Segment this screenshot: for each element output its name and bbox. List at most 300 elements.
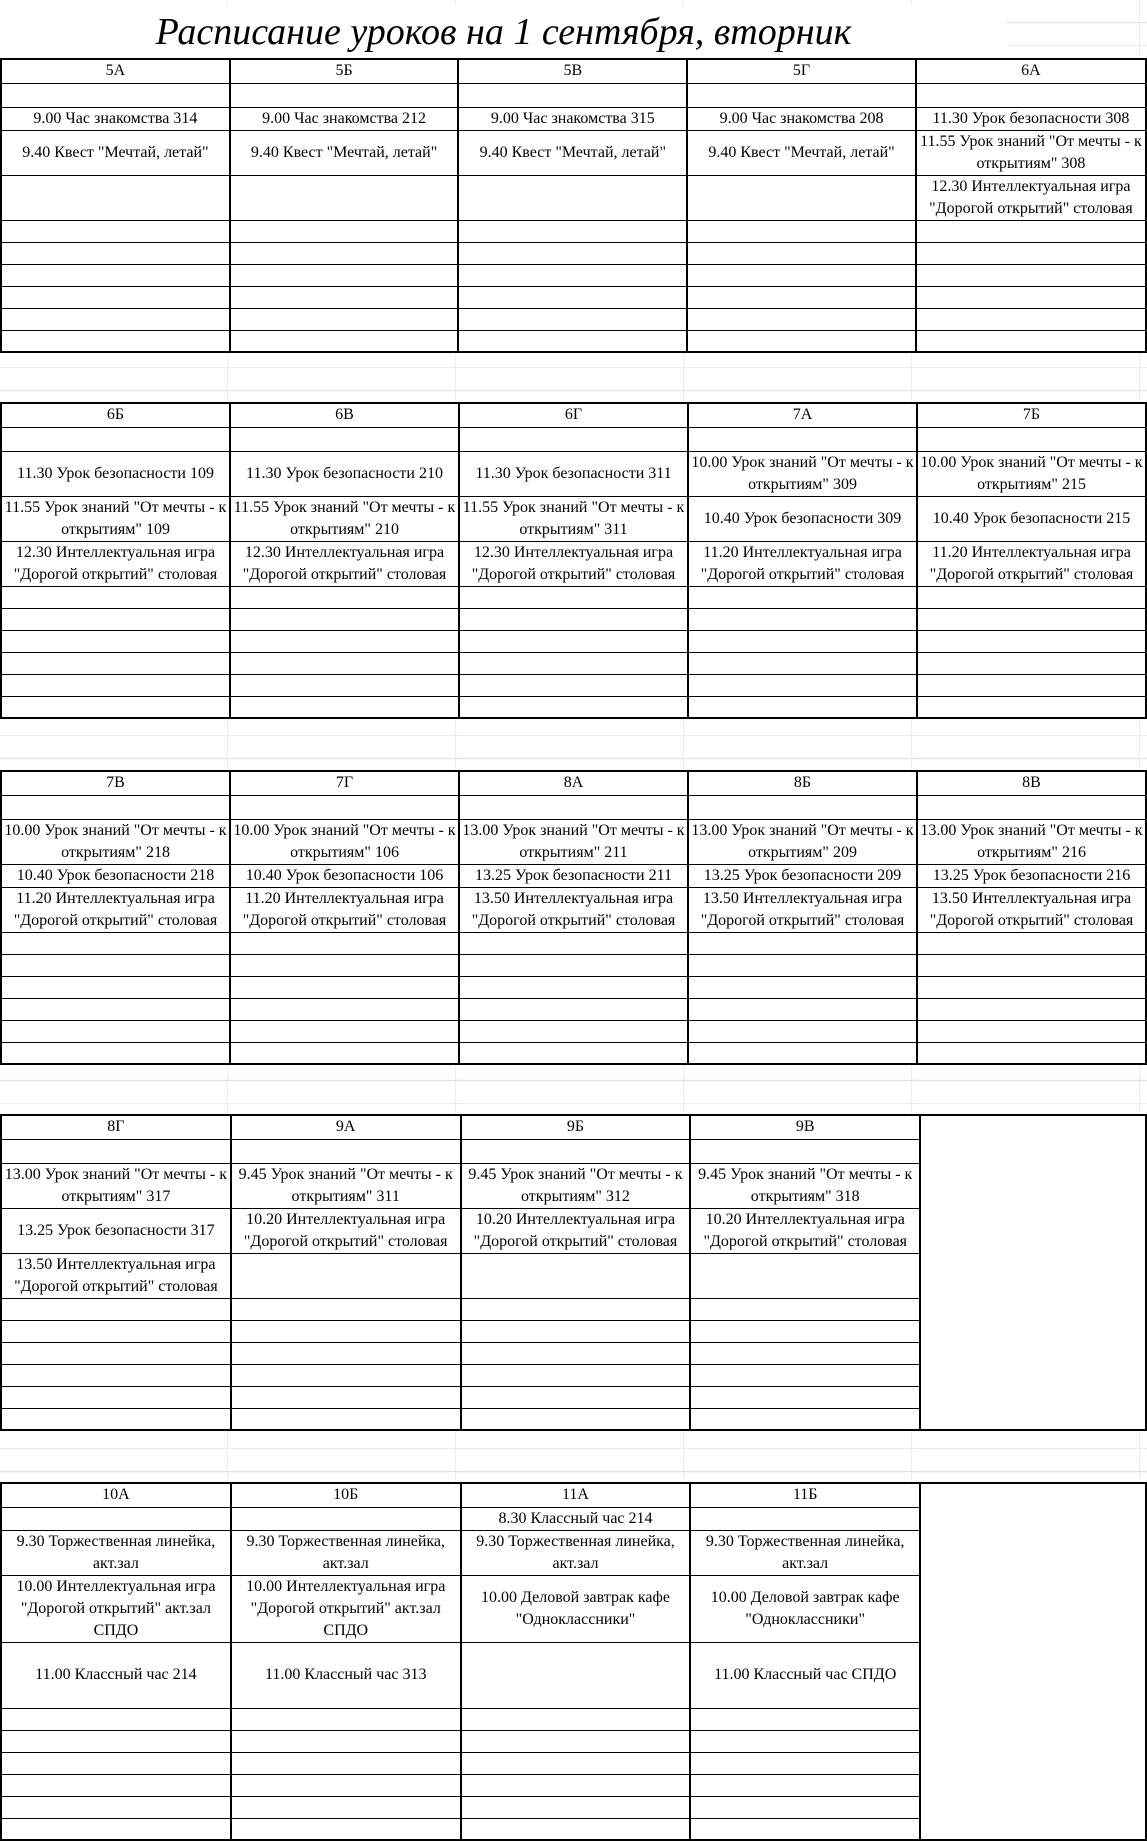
lesson-cell: 12.30 Интеллектуальная игра "Дорогой открытий" столовая (459, 541, 688, 586)
lesson-cell (1, 308, 230, 330)
lesson-cell: 11.55 Урок знаний "От мечты - к открытиям" 109 (1, 496, 230, 541)
empty-grid-cell (920, 1507, 1146, 1530)
schedule-row (1, 932, 1146, 954)
class-header: 7Г (230, 771, 459, 795)
schedule-row (1, 1020, 1146, 1042)
schedule-row (1, 1342, 1146, 1364)
class-header: 10А (1, 1483, 231, 1507)
lesson-cell (1, 220, 230, 242)
empty-grid-cell (920, 1708, 1146, 1730)
class-header: 8Б (688, 771, 917, 795)
lesson-cell (231, 1253, 461, 1298)
empty-grid-cell (920, 1796, 1146, 1818)
lesson-cell (461, 1708, 691, 1730)
class-header-row (1, 771, 1146, 795)
lesson-cell: 9.00 Час знакомства 208 (687, 107, 916, 130)
schedule-row (1, 330, 1146, 352)
schedule-row (1, 1364, 1146, 1386)
lesson-cell: 10.40 Урок безопасности 309 (688, 496, 917, 541)
lesson-cell: 9.00 Час знакомства 314 (1, 107, 230, 130)
schedule-row (1, 1530, 1146, 1575)
lesson-cell (917, 976, 1146, 998)
empty-grid-cell (920, 1575, 1146, 1642)
class-header: 10Б (231, 1483, 461, 1507)
schedule-row (1, 1320, 1146, 1342)
lesson-cell (917, 954, 1146, 976)
spacer-cell (459, 795, 688, 819)
lesson-cell (461, 1298, 691, 1320)
lesson-cell (230, 1020, 459, 1042)
lesson-cell (1, 1796, 231, 1818)
class-header: 9Б (461, 1115, 691, 1139)
empty-grid-cell (920, 1818, 1146, 1840)
lesson-cell (690, 1364, 920, 1386)
schedule-row (1, 1386, 1146, 1408)
lesson-cell (1, 242, 230, 264)
lesson-cell (231, 1298, 461, 1320)
class-header: 6А (916, 59, 1146, 83)
lesson-cell (459, 1042, 688, 1064)
lesson-cell (1, 1042, 230, 1064)
spacer-cell (1, 83, 230, 107)
lesson-cell (690, 1408, 920, 1430)
spacer-cell (1, 427, 230, 451)
empty-grid-cell (920, 1208, 1146, 1253)
lesson-cell (230, 652, 459, 674)
schedule-row (1, 130, 1146, 175)
lesson-cell (917, 1020, 1146, 1042)
empty-grid-cell (920, 1752, 1146, 1774)
schedule-row (1, 1642, 1146, 1708)
lesson-cell: 13.50 Интеллектуальная игра "Дорогой открытий" столовая (459, 887, 688, 932)
lesson-cell (688, 674, 917, 696)
lesson-cell (1, 696, 230, 718)
lesson-cell (230, 608, 459, 630)
lesson-cell (1, 932, 230, 954)
schedule-row (1, 427, 1146, 451)
lesson-cell (690, 1342, 920, 1364)
lesson-cell (1, 1386, 231, 1408)
schedule-row (1, 954, 1146, 976)
empty-grid-cell (920, 1298, 1146, 1320)
lesson-cell (1, 1408, 231, 1430)
lesson-cell (1, 608, 230, 630)
lesson-cell (230, 954, 459, 976)
lesson-cell (458, 330, 687, 352)
lesson-cell (459, 932, 688, 954)
lesson-cell: 10.00 Интеллектуальная игра "Дорогой открытий" акт.зал СПДО (1, 1575, 231, 1642)
schedule-row (1, 1708, 1146, 1730)
lesson-cell: 11.00 Классный час СПДО (690, 1642, 920, 1708)
lesson-cell: 12.30 Интеллектуальная игра "Дорогой открытий" столовая (916, 175, 1146, 220)
lesson-cell: 9.40 Квест "Мечтай, летай" (687, 130, 916, 175)
lesson-cell (688, 630, 917, 652)
lesson-cell (461, 1253, 691, 1298)
lesson-cell (688, 932, 917, 954)
class-header: 5Г (687, 59, 916, 83)
lesson-cell (1, 1708, 231, 1730)
class-header: 9А (231, 1115, 461, 1139)
empty-grid-cell (920, 1163, 1146, 1208)
lesson-cell (916, 286, 1146, 308)
lesson-cell: 10.00 Урок знаний "От мечты - к открытиям" 215 (917, 451, 1146, 496)
lesson-cell (917, 998, 1146, 1020)
lesson-cell (917, 674, 1146, 696)
lesson-cell (688, 652, 917, 674)
lesson-cell (230, 220, 459, 242)
class-header: 5В (458, 59, 687, 83)
schedule-row (1, 1818, 1146, 1840)
class-header: 6Г (459, 403, 688, 427)
lesson-cell (917, 652, 1146, 674)
lesson-cell (687, 330, 916, 352)
lesson-cell (1, 1364, 231, 1386)
lesson-cell: 11.30 Урок безопасности 109 (1, 451, 230, 496)
lesson-cell (459, 586, 688, 608)
schedule-row (1, 308, 1146, 330)
lesson-cell: 8.30 Классный час 214 (461, 1507, 691, 1530)
class-header: 7А (688, 403, 917, 427)
lesson-cell: 9.30 Торжественная линейка, акт.зал (1, 1530, 231, 1575)
class-header: 7В (1, 771, 230, 795)
schedule-row (1, 1139, 1146, 1163)
lesson-cell (458, 175, 687, 220)
schedule-row (1, 107, 1146, 130)
lesson-cell (917, 586, 1146, 608)
lesson-cell (1, 330, 230, 352)
schedule-row (1, 674, 1146, 696)
lesson-cell (917, 1042, 1146, 1064)
lesson-cell (459, 696, 688, 718)
empty-grid-cell (920, 1342, 1146, 1364)
lesson-cell: 12.30 Интеллектуальная игра "Дорогой открытий" столовая (230, 541, 459, 586)
lesson-cell (231, 1796, 461, 1818)
class-header: 11Б (690, 1483, 920, 1507)
lesson-cell: 10.00 Урок знаний "От мечты - к открытиям" 106 (230, 819, 459, 864)
schedule-row (1, 586, 1146, 608)
schedule-row (1, 496, 1146, 541)
lesson-cell (458, 286, 687, 308)
lesson-cell (459, 608, 688, 630)
lesson-cell (230, 264, 459, 286)
lesson-cell (458, 308, 687, 330)
lesson-cell (687, 264, 916, 286)
lesson-cell (231, 1507, 461, 1530)
spacer-cell (230, 427, 459, 451)
lesson-cell: 9.30 Торжественная линейка, акт.зал (231, 1530, 461, 1575)
lesson-cell (461, 1364, 691, 1386)
empty-grid-cell (920, 1320, 1146, 1342)
lesson-cell: 11.30 Урок безопасности 210 (230, 451, 459, 496)
lesson-cell (917, 630, 1146, 652)
lesson-cell (458, 242, 687, 264)
schedule-row (1, 1208, 1146, 1253)
lesson-cell (230, 286, 459, 308)
class-header-row (1, 1115, 1146, 1139)
lesson-cell (1, 630, 230, 652)
lesson-cell (690, 1730, 920, 1752)
lesson-cell (1, 976, 230, 998)
lesson-cell (1, 954, 230, 976)
schedule-table (0, 1482, 1147, 1841)
lesson-cell (461, 1730, 691, 1752)
spacer-cell (917, 427, 1146, 451)
lesson-cell: 13.50 Интеллектуальная игра "Дорогой открытий" столовая (688, 887, 917, 932)
lesson-cell (230, 175, 459, 220)
lesson-cell: 13.50 Интеллектуальная игра "Дорогой открытий" столовая (917, 887, 1146, 932)
class-header: 6В (230, 403, 459, 427)
lesson-cell (461, 1386, 691, 1408)
lesson-cell (461, 1320, 691, 1342)
schedule-row (1, 998, 1146, 1020)
spacer-cell (1, 795, 230, 819)
lesson-cell: 13.00 Урок знаний "От мечты - к открытиям" 209 (688, 819, 917, 864)
lesson-cell: 11.20 Интеллектуальная игра "Дорогой открытий" столовая (1, 887, 230, 932)
schedule-title: Расписание уроков на 1 сентября, вторник (0, 6, 1007, 58)
lesson-cell: 11.00 Классный час 313 (231, 1642, 461, 1708)
lesson-cell: 9.40 Квест "Мечтай, летай" (1, 130, 230, 175)
spacer-cell (687, 83, 916, 107)
lesson-cell: 9.30 Торжественная линейка, акт.зал (461, 1530, 691, 1575)
empty-grid-cell (920, 1408, 1146, 1430)
lesson-cell: 9.00 Час знакомства 315 (458, 107, 687, 130)
lesson-cell (230, 1042, 459, 1064)
class-header-row (1, 403, 1146, 427)
class-header: 5Б (230, 59, 459, 83)
spacer-cell (459, 427, 688, 451)
lesson-cell (230, 308, 459, 330)
lesson-cell (690, 1386, 920, 1408)
lesson-cell (230, 242, 459, 264)
schedule-table (0, 402, 1147, 719)
schedule-row (1, 1507, 1146, 1530)
lesson-cell: 13.25 Урок безопасности 211 (459, 864, 688, 887)
spacer-cell (688, 427, 917, 451)
schedule-row (1, 1796, 1146, 1818)
lesson-cell (231, 1386, 461, 1408)
spacer-cell (461, 1139, 691, 1163)
schedule-row (1, 286, 1146, 308)
schedule-row (1, 630, 1146, 652)
spacer-cell (917, 795, 1146, 819)
lesson-cell: 10.00 Урок знаний "От мечты - к открытиям" 309 (688, 451, 917, 496)
lesson-cell (231, 1364, 461, 1386)
schedule-row (1, 608, 1146, 630)
lesson-cell (1, 1752, 231, 1774)
class-header-row (1, 1483, 1146, 1507)
lesson-cell (1, 1320, 231, 1342)
lesson-cell (231, 1708, 461, 1730)
lesson-cell: 10.20 Интеллектуальная игра "Дорогой открытий" столовая (461, 1208, 691, 1253)
lesson-cell: 11.30 Урок безопасности 308 (916, 107, 1146, 130)
lesson-cell: 13.00 Урок знаний "От мечты - к открытиям" 211 (459, 819, 688, 864)
schedule-row (1, 220, 1146, 242)
lesson-cell: 9.40 Квест "Мечтай, летай" (458, 130, 687, 175)
lesson-cell: 9.30 Торжественная линейка, акт.зал (690, 1530, 920, 1575)
lesson-cell: 11.20 Интеллектуальная игра "Дорогой открытий" столовая (917, 541, 1146, 586)
lesson-cell (690, 1708, 920, 1730)
lesson-cell (687, 175, 916, 220)
schedule-row (1, 175, 1146, 220)
lesson-cell (916, 242, 1146, 264)
schedule-row (1, 1575, 1146, 1642)
lesson-cell (1, 652, 230, 674)
schedule-row (1, 819, 1146, 864)
schedule-row (1, 795, 1146, 819)
lesson-cell (461, 1774, 691, 1796)
class-header: 6Б (1, 403, 230, 427)
lesson-cell (230, 586, 459, 608)
lesson-cell (917, 932, 1146, 954)
lesson-cell (690, 1796, 920, 1818)
lesson-cell (690, 1774, 920, 1796)
lesson-cell: 9.45 Урок знаний "От мечты - к открытиям" 318 (690, 1163, 920, 1208)
lesson-cell (917, 696, 1146, 718)
lesson-cell: 11.00 Классный час 214 (1, 1642, 231, 1708)
schedule-table (0, 770, 1147, 1065)
lesson-cell: 11.30 Урок безопасности 311 (459, 451, 688, 496)
lesson-cell (1, 1507, 231, 1530)
empty-grid-cell (920, 1364, 1146, 1386)
lesson-cell (1, 674, 230, 696)
lesson-cell (916, 220, 1146, 242)
lesson-cell (916, 330, 1146, 352)
class-header: 8А (459, 771, 688, 795)
spacer-cell (231, 1139, 461, 1163)
schedule-row (1, 451, 1146, 496)
schedule-row (1, 541, 1146, 586)
lesson-cell: 11.55 Урок знаний "От мечты - к открытиям" 311 (459, 496, 688, 541)
lesson-cell (690, 1818, 920, 1840)
lesson-cell (458, 220, 687, 242)
lesson-cell: 9.00 Час знакомства 212 (230, 107, 459, 130)
lesson-cell (461, 1752, 691, 1774)
schedule-row (1, 1730, 1146, 1752)
lesson-cell (688, 998, 917, 1020)
lesson-cell: 10.40 Урок безопасности 218 (1, 864, 230, 887)
class-header: 9В (690, 1115, 920, 1139)
schedule-row (1, 1253, 1146, 1298)
lesson-cell: 12.30 Интеллектуальная игра "Дорогой открытий" столовая (1, 541, 230, 586)
lesson-cell (690, 1298, 920, 1320)
lesson-cell (461, 1408, 691, 1430)
schedule-row (1, 864, 1146, 887)
lesson-cell (459, 954, 688, 976)
lesson-cell (461, 1818, 691, 1840)
lesson-cell (1, 175, 230, 220)
lesson-cell (230, 330, 459, 352)
lesson-cell (688, 954, 917, 976)
lesson-cell (690, 1253, 920, 1298)
lesson-cell (231, 1774, 461, 1796)
spacer-cell (230, 83, 459, 107)
empty-grid-cell (920, 1253, 1146, 1298)
spacer-cell (690, 1139, 920, 1163)
schedule-row (1, 1774, 1146, 1796)
lesson-cell: 13.25 Урок безопасности 317 (1, 1208, 231, 1253)
empty-grid-cell (920, 1115, 1146, 1139)
lesson-cell (231, 1752, 461, 1774)
schedule-row (1, 887, 1146, 932)
lesson-cell (687, 220, 916, 242)
schedule-row (1, 1408, 1146, 1430)
empty-grid-cell (920, 1774, 1146, 1796)
lesson-cell: 11.20 Интеллектуальная игра "Дорогой открытий" столовая (230, 887, 459, 932)
lesson-cell (231, 1342, 461, 1364)
lesson-cell (461, 1342, 691, 1364)
empty-grid-cell (920, 1730, 1146, 1752)
class-header: 7Б (917, 403, 1146, 427)
lesson-cell: 13.50 Интеллектуальная игра "Дорогой открытий" столовая (1, 1253, 231, 1298)
lesson-cell: 10.20 Интеллектуальная игра "Дорогой открытий" столовая (231, 1208, 461, 1253)
lesson-cell (1, 1298, 231, 1320)
lesson-cell (688, 1020, 917, 1042)
lesson-cell (688, 586, 917, 608)
lesson-cell (230, 674, 459, 696)
lesson-cell: 10.20 Интеллектуальная игра "Дорогой открытий" столовая (690, 1208, 920, 1253)
schedule-row (1, 264, 1146, 286)
lesson-cell (231, 1320, 461, 1342)
spacer-cell (458, 83, 687, 107)
schedule-row (1, 652, 1146, 674)
lesson-cell (459, 976, 688, 998)
lesson-cell: 13.00 Урок знаний "От мечты - к открытиям" 216 (917, 819, 1146, 864)
class-header: 8Г (1, 1115, 231, 1139)
schedule-table (0, 58, 1147, 353)
lesson-cell (688, 976, 917, 998)
lesson-cell (687, 286, 916, 308)
lesson-cell (1, 586, 230, 608)
empty-grid-cell (920, 1642, 1146, 1708)
lesson-cell (230, 696, 459, 718)
lesson-cell (916, 264, 1146, 286)
lesson-cell (690, 1320, 920, 1342)
lesson-cell (1, 998, 230, 1020)
lesson-cell: 10.00 Деловой завтрак кафе "Одноклассники" (461, 1575, 691, 1642)
class-header: 5А (1, 59, 230, 83)
schedule-row (1, 242, 1146, 264)
lesson-cell (230, 998, 459, 1020)
lesson-cell (230, 976, 459, 998)
lesson-cell (230, 932, 459, 954)
lesson-cell (687, 242, 916, 264)
schedule-table (0, 1114, 1147, 1431)
lesson-cell (1, 286, 230, 308)
lesson-cell: 9.45 Урок знаний "От мечты - к открытиям" 311 (231, 1163, 461, 1208)
lesson-cell (459, 998, 688, 1020)
lesson-cell (1, 1342, 231, 1364)
spacer-cell (916, 83, 1146, 107)
lesson-cell (688, 1042, 917, 1064)
class-header: 11А (461, 1483, 691, 1507)
lesson-cell (687, 308, 916, 330)
lesson-cell (690, 1507, 920, 1530)
empty-grid-cell (920, 1386, 1146, 1408)
lesson-cell: 13.25 Урок безопасности 209 (688, 864, 917, 887)
lesson-cell: 10.40 Урок безопасности 215 (917, 496, 1146, 541)
lesson-cell (459, 1020, 688, 1042)
schedule-row (1, 83, 1146, 107)
lesson-cell (1, 1774, 231, 1796)
lesson-cell: 11.55 Урок знаний "От мечты - к открытиям" 210 (230, 496, 459, 541)
empty-grid-cell (920, 1139, 1146, 1163)
lesson-cell: 10.00 Деловой завтрак кафе "Одноклассники" (690, 1575, 920, 1642)
schedule-row (1, 1163, 1146, 1208)
schedule-row (1, 1298, 1146, 1320)
spacer-cell (688, 795, 917, 819)
lesson-cell: 13.25 Урок безопасности 216 (917, 864, 1146, 887)
spacer-cell (230, 795, 459, 819)
